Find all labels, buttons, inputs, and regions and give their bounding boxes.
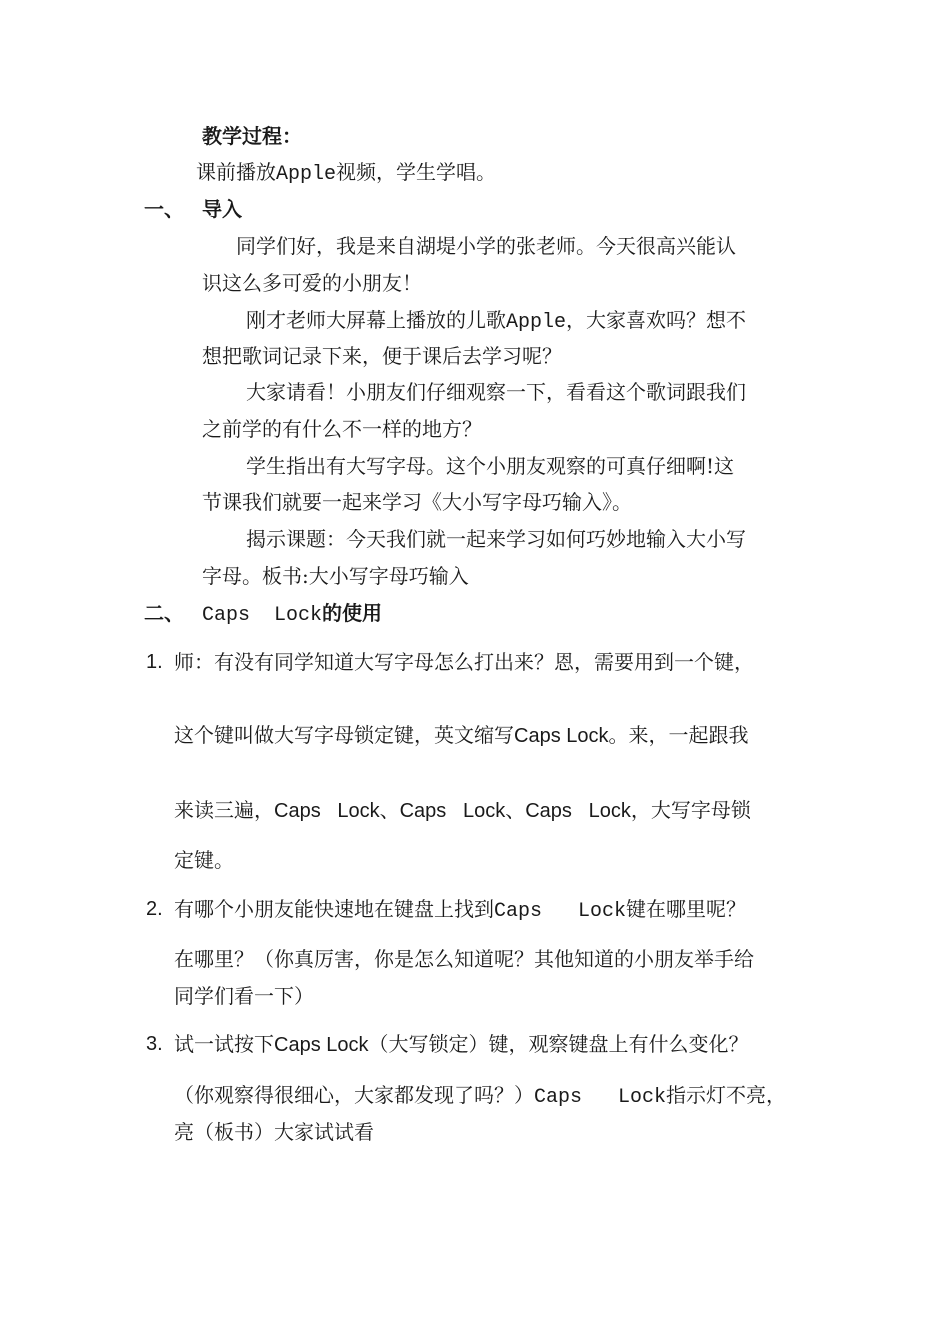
- list-item-line: 师：有没有同学知道大写字母怎么打出来？恩，需要用到一个键，: [174, 650, 754, 674]
- paragraph-line: 字母。板书:大小写字母巧输入: [202, 564, 469, 588]
- paragraph-line: 节课我们就要一起来学习《大小写字母巧输入》。: [202, 490, 632, 514]
- list-item-line: 试一试按下Caps Lock（大写锁定）键，观察键盘上有什么变化？: [174, 1032, 749, 1056]
- list-item-line: 有哪个小朋友能快速地在键盘上找到Caps Lock键在哪里呢？: [174, 897, 747, 923]
- paragraph-line: 大家请看！小朋友们仔细观察一下，看看这个歌词跟我们: [246, 380, 746, 404]
- paragraph-line: 想把歌词记录下来，便于课后去学习呢？: [202, 344, 562, 368]
- section-2-number: 二、: [144, 601, 184, 625]
- section-2-title: Caps Lock的使用: [202, 601, 383, 627]
- section-1-title: 导入: [202, 197, 242, 221]
- pre-class-line: 课前播放Apple视频，学生学唱。: [196, 160, 497, 186]
- list-item-line: （你观察得很细心，大家都发现了吗？）Caps Lock指示灯不亮，: [174, 1083, 787, 1109]
- paragraph-line: 刚才老师大屏幕上播放的儿歌Apple，大家喜欢吗？想不: [246, 308, 747, 334]
- paragraph-line: 学生指出有大写字母。这个小朋友观察的可真仔细啊!这: [246, 454, 735, 478]
- paragraph-line: 识这么多可爱的小朋友！: [202, 271, 422, 295]
- list-item-number: 2.: [146, 898, 163, 920]
- section-1-number: 一、: [144, 197, 184, 221]
- list-item-line: 这个键叫做大写字母锁定键，英文缩写Caps Lock。来，一起跟我: [174, 723, 749, 747]
- paragraph-line: 同学们好，我是来自湖堤小学的张老师。今天很高兴能认: [236, 234, 736, 258]
- list-item-line: 在哪里？（你真厉害，你是怎么知道呢？其他知道的小朋友举手给: [174, 947, 754, 971]
- section-heading: 教学过程：: [202, 124, 302, 148]
- list-item-line: 来读三遍，Caps Lock、Caps Lock、Caps Lock，大写字母锁: [174, 798, 751, 822]
- list-item-number: 1.: [146, 651, 163, 673]
- list-item-line: 同学们看一下）: [174, 984, 314, 1008]
- paragraph-line: 之前学的有什么不一样的地方？: [202, 417, 482, 441]
- list-item-line: 定键。: [174, 848, 234, 872]
- paragraph-line: 揭示课题：今天我们就一起来学习如何巧妙地输入大小写: [246, 527, 746, 551]
- list-item-line: 亮（板书）大家试试看: [174, 1120, 374, 1144]
- list-item-number: 3.: [146, 1033, 163, 1055]
